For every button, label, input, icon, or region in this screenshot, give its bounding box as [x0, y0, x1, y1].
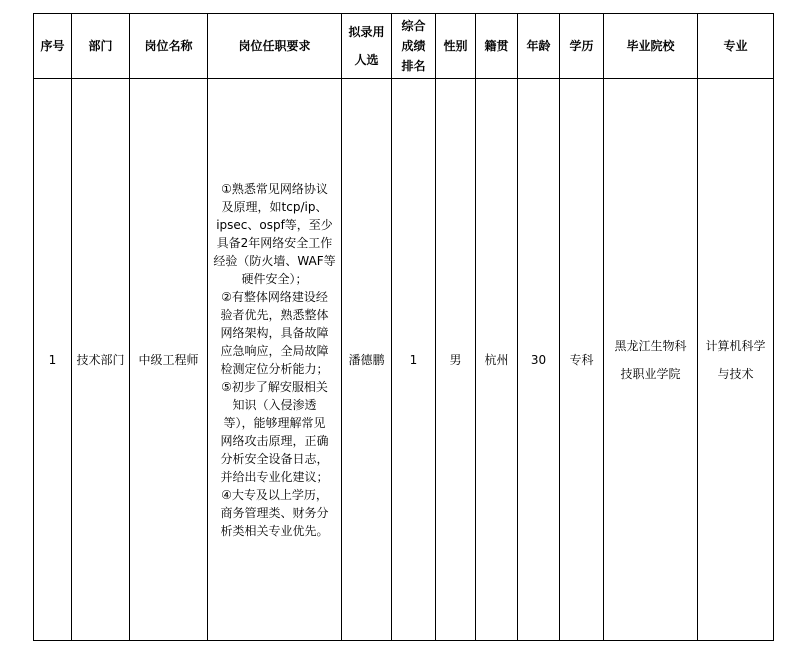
header-native: 籍贯 [476, 14, 518, 79]
cell-gender: 男 [436, 79, 476, 641]
duty-line: 析类相关专业优先。 [220, 523, 329, 538]
header-major: 专业 [698, 14, 774, 79]
cell-position: 中级工程师 [130, 79, 208, 641]
cell-education: 专科 [560, 79, 604, 641]
duty-line: ②有整体网络建设经 [221, 289, 328, 304]
major-line: 与技术 [717, 366, 754, 381]
duty-line: ipsec、ospf等，至少 [216, 217, 333, 232]
header-candidate [342, 14, 392, 79]
header-candidate-line: 拟录用 [348, 25, 385, 39]
header-gender: 性别 [436, 14, 476, 79]
duty-line: 等），能够理解常见 [223, 415, 326, 430]
school-line: 技职业学院 [620, 366, 681, 381]
header-row [34, 14, 774, 79]
header-seq: 序号 [34, 14, 72, 79]
cell-native: 杭州 [476, 79, 518, 641]
duty-line: ①熟悉常见网络协议 [221, 181, 328, 196]
cell-duties [208, 79, 342, 641]
table-row [34, 79, 774, 641]
header-score-line: 排名 [401, 59, 426, 73]
cell-school [604, 79, 698, 641]
duty-line: 及原理，如tcp/ip、 [221, 199, 328, 214]
header-score-line: 综合 [401, 19, 426, 33]
header-duties: 岗位任职要求 [208, 14, 342, 79]
school-line: 黑龙江生物科 [614, 338, 687, 353]
header-position: 岗位名称 [130, 14, 208, 79]
header-age: 年龄 [518, 14, 560, 79]
duty-line: ⑤初步了解安服相关 [221, 379, 328, 394]
duty-line: 知识（入侵渗透 [232, 397, 317, 412]
duty-line: ④大专及以上学历， [221, 487, 328, 502]
duty-line: 网络攻击原理，正确 [220, 433, 329, 448]
header-dept: 部门 [72, 14, 130, 79]
major-line: 计算机科学 [705, 338, 766, 353]
header-candidate-line: 人选 [354, 53, 379, 67]
duty-line: 分析安全设备日志， [220, 451, 329, 466]
duty-line: 网络架构，具备故障 [220, 325, 329, 340]
duty-line: 检测定位分析能力； [220, 361, 329, 376]
cell-dept: 技术部门 [72, 79, 130, 641]
duty-line: 具备2年网络安全工作 [216, 235, 333, 250]
duty-line: 应急响应，全局故障 [220, 343, 329, 358]
duty-line: 经验（防火墙、WAF等 [213, 253, 336, 268]
cell-candidate: 潘德鹏 [342, 79, 392, 641]
header-score-line: 成绩 [401, 39, 426, 53]
duty-line: 验者优先，熟悉整体 [220, 307, 329, 322]
header-education: 学历 [560, 14, 604, 79]
cell-age: 30 [518, 79, 560, 641]
recruitment-table [33, 13, 774, 641]
duty-line: 并给出专业化建议； [220, 469, 329, 484]
cell-seq: 1 [34, 79, 72, 641]
cell-major [698, 79, 774, 641]
duty-line: 硬件安全）； [241, 271, 308, 286]
header-school: 毕业院校 [604, 14, 698, 79]
cell-score-rank: 1 [392, 79, 436, 641]
header-score-rank [392, 14, 436, 79]
duty-line: 商务管理类、财务分 [220, 505, 329, 520]
